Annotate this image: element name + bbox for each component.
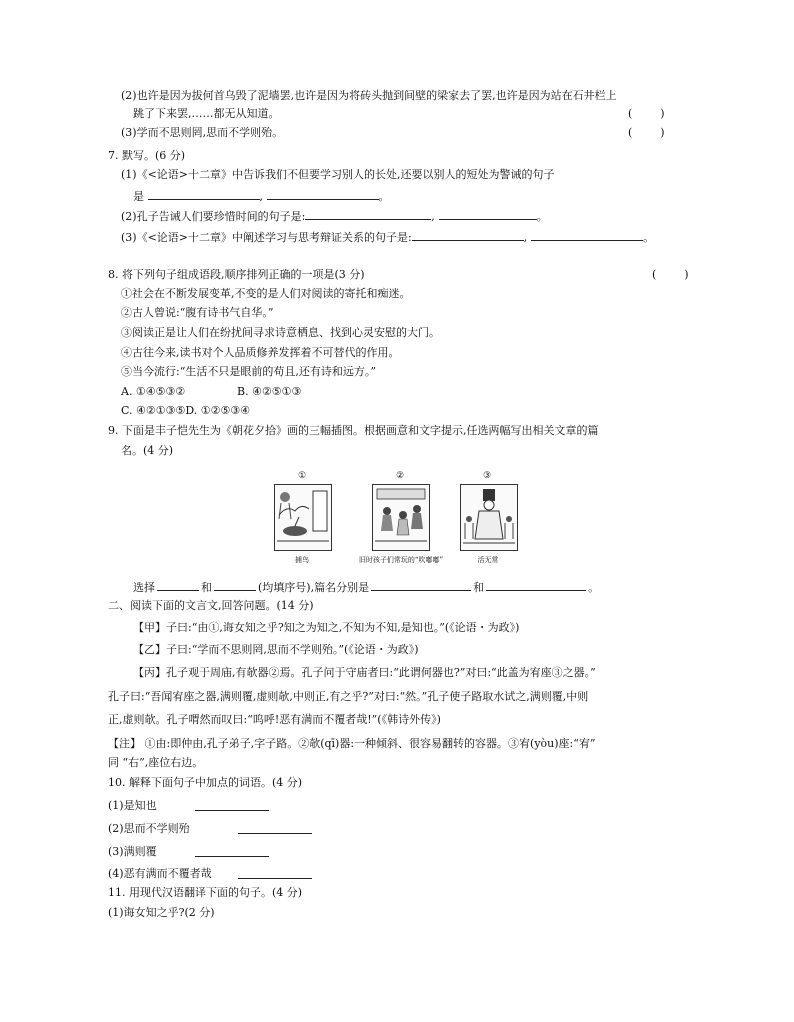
q7-item3-line: [121, 229, 654, 245]
q7-item1-line1: (1)《<论语>十二章》中告诉我们不但要学习别人的长处,还要以别人的短处为警诫的句子: [121, 168, 555, 181]
q7-item3-blank-1[interactable]: [412, 229, 524, 241]
passage-bing-line1: 【丙】孔子观于周庙,有欹器②焉。孔子问于守庙者曰:“此谓何器也?”对曰:“此盖为宥座③之器。”: [133, 666, 596, 679]
q7-item2-line: [121, 208, 548, 224]
figure-1-caption: 捕鸟: [295, 556, 309, 564]
q8-option-c-d[interactable]: C. ④②①③⑤D. ①②⑤③④: [121, 404, 251, 417]
figure-2-illustration: [372, 484, 430, 551]
q6-item2-line2: 跳了下来罢,……都无从知道。: [133, 107, 280, 120]
q9-answer-end: 。: [588, 581, 600, 594]
q10-title: 10. 解释下面句子中加点的词语。(4 分): [108, 776, 303, 789]
q6-item3-answer-paren[interactable]: ( ): [628, 126, 665, 139]
q7-item1-sep: ,: [259, 190, 263, 203]
figure-3-caption: 活无常: [477, 556, 499, 564]
q9-answer-blank-2[interactable]: [214, 579, 256, 591]
q9-answer-and2: 和: [473, 581, 485, 594]
passage-yi: 【乙】子曰:“学而不思则罔,思而不学则殆。”(《论语・为政》): [133, 643, 419, 656]
q8-sentence-4: ④古往今来,读书对个人品质修养发挥着不可替代的作用。: [121, 346, 400, 359]
figure-1-drawing: [275, 485, 331, 550]
q10-item2: (2)思而不学则殆: [108, 822, 190, 835]
figure-1-number: ①: [298, 471, 307, 481]
q7-item2-blank-1[interactable]: [305, 208, 431, 220]
figure-3-illustration: [460, 484, 518, 551]
notes-line2: 同 “右”,座位右边。: [108, 756, 204, 769]
figure-3-drawing: [461, 485, 517, 550]
q7-item1-line2: [133, 188, 390, 204]
q8-sentence-5: ⑤当今流行:“生活不只是眼前的苟且,还有诗和远方。”: [121, 365, 376, 378]
passage-jia: 【甲】子曰:“由①,诲女知之乎?知之为知之,不知为不知,是知也。”(《论语・为政》): [133, 621, 520, 634]
passage-bing-line3: 正,虚则欹。孔子喟然而叹曰:“呜呼!恶有满而不覆者哉!”(《韩诗外传》): [108, 713, 441, 726]
q7-item1-end: 。: [378, 190, 390, 203]
q8-sentence-3: ③阅读正是让人们在纷扰间寻求诗意栖息、找到心灵安慰的大门。: [121, 326, 440, 339]
q9-answer-blank-4[interactable]: [486, 579, 586, 591]
q9-answer-blank-1[interactable]: [157, 579, 199, 591]
q10-item2-blank[interactable]: [238, 822, 312, 834]
q6-item2-line1: (2)也许是因为拔何首乌毁了泥墙罢,也许是因为将砖头抛到间壁的梁家去了罢,也许是因为站在石井栏上: [121, 89, 617, 102]
figure-2-number: ②: [396, 471, 405, 481]
q8-answer-paren[interactable]: ( ): [652, 268, 689, 281]
q8-option-b[interactable]: B. ④②⑤①③: [237, 385, 302, 398]
q6-item2-answer-paren[interactable]: ( ): [628, 107, 665, 120]
q9-title-line1: 9. 下面是丰子恺先生为《朝花夕拾》画的三幅插图。根据画意和文字提示,任选两幅写出相关文章的篇: [108, 424, 599, 437]
q8-option-a[interactable]: A. ①④⑤③②: [121, 385, 186, 398]
q8-sentence-2: ②古人曾说:“腹有诗书气自华。”: [121, 306, 274, 319]
q9-answer-line: [133, 579, 599, 595]
figure-2-drawing: [373, 485, 429, 550]
q7-item3-end: 。: [643, 231, 655, 244]
q10-item1: (1)是知也: [108, 799, 157, 812]
q10-item1-blank[interactable]: [195, 799, 269, 811]
figure-1-illustration: [274, 484, 332, 551]
q6-item3: (3)学而不思则罔,思而不学则殆。: [121, 126, 284, 139]
q7-item1-blank-1[interactable]: [148, 188, 260, 200]
q9-answer-blank-3[interactable]: [371, 579, 471, 591]
passage-bing-line2: 孔子曰:“吾闻宥座之器,满则覆,虚则欹,中则正,有之乎?”对曰:“然。”孔子使子路取水试之,满则覆,中则: [108, 690, 589, 703]
q7-item3-sep: ,: [523, 231, 528, 244]
q7-item2-text: (2)孔子告诫人们要珍惜时间的句子是:: [121, 210, 306, 223]
q8-sentence-1: ①社会在不断发展变革,不变的是人们对阅读的寄托和痴迷。: [121, 287, 411, 300]
q7-item2-end: 。: [536, 210, 548, 223]
q7-title: 7. 默写。(6 分): [108, 149, 186, 162]
section2-title: 二、阅读下面的文言文,回答问题。(14 分): [108, 599, 314, 612]
figure-3-number: ③: [483, 471, 492, 481]
q8-title: 8. 将下列句子组成语段,顺序排列正确的一项是(3 分): [108, 268, 365, 281]
q9-answer-and: 和: [201, 581, 212, 594]
q7-item1-prefix: 是: [133, 190, 144, 203]
q10-item4: (4)恶有满而不覆者哉: [108, 867, 212, 880]
q7-item2-blank-2[interactable]: [439, 208, 537, 220]
q9-answer-hint: (均填序号),篇名分别是: [258, 581, 370, 594]
q7-item2-sep: ,: [431, 210, 435, 223]
q7-item1-blank-2[interactable]: [267, 188, 379, 200]
q9-answer-select: 选择: [133, 581, 155, 594]
q11-item1: (1)诲女知之乎?(2 分): [108, 906, 215, 919]
q7-item3-blank-2[interactable]: [531, 229, 643, 241]
q10-item3-blank[interactable]: [195, 845, 269, 857]
q11-title: 11. 用现代汉语翻译下面的句子。(4 分): [108, 886, 303, 899]
notes-line1: 【注】 ①由:即仲由,孔子弟子,字子路。②欹(qī)器:一种倾斜、很容易翻转的容器。③宥(yòu)座:“宥”: [108, 737, 596, 750]
q10-item3: (3)满则覆: [108, 845, 157, 858]
q10-item4-blank[interactable]: [238, 867, 312, 879]
figure-2-caption: 旧时孩子们常玩的“吹嘟嘟”: [358, 556, 444, 564]
q9-title-line2: 名。(4 分): [121, 444, 174, 457]
q7-item3-text: (3)《<论语>十二章》中阐述学习与思考辩证关系的句子是:: [121, 231, 412, 244]
